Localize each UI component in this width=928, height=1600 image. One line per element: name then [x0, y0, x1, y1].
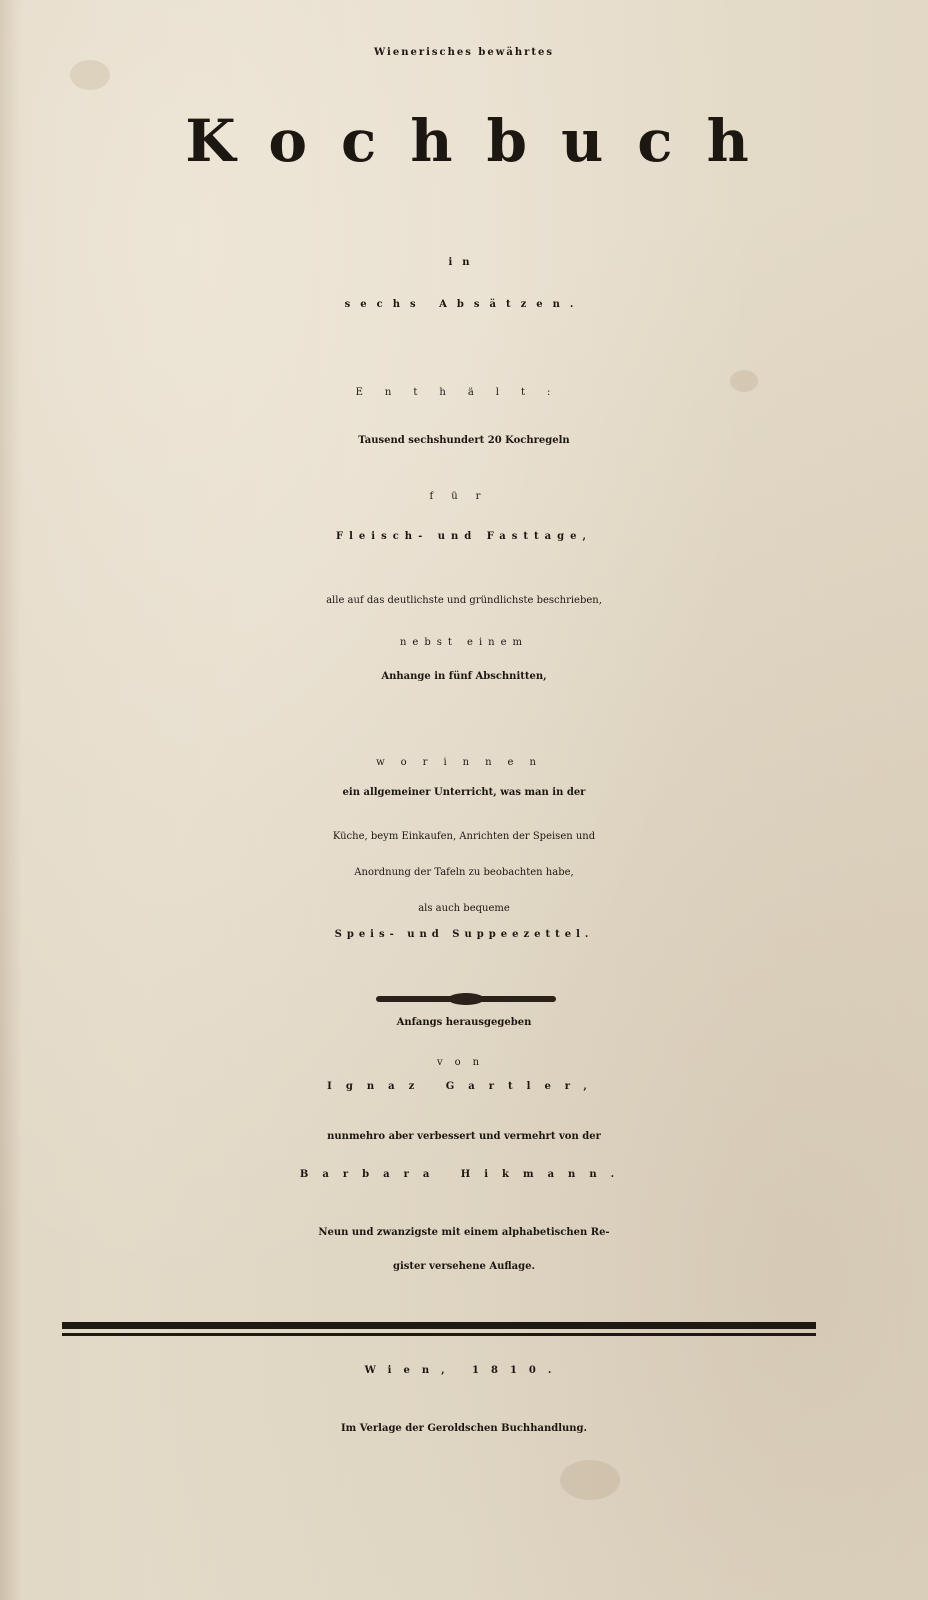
anordnung-line: Anordnung der Tafeln zu beobachten habe,	[354, 867, 574, 878]
edition-line-2: gister versehene Auflage.	[393, 1261, 535, 1272]
title-line-in: in	[448, 257, 480, 268]
author-hikmann: Barbara Hikmann.	[299, 1169, 629, 1180]
double-rule	[62, 1322, 816, 1336]
imprint-publisher: Im Verlage der Geroldschen Buchhandlung.	[340, 1423, 588, 1434]
unterricht-line: ein allgemeiner Unterricht, was man in der	[342, 787, 586, 798]
title-line-1: Wienerisches bewährtes	[374, 47, 554, 58]
paper-stain	[70, 60, 110, 90]
paper-stain	[560, 1460, 620, 1500]
author-gartler: Ignaz Gartler,	[327, 1081, 601, 1092]
nunmehro-line: nunmehro aber verbessert und vermehrt von der	[327, 1131, 601, 1142]
kuche-line: Küche, beym Einkaufen, Anrichten der Speisen und	[332, 831, 596, 842]
anhang-line: Anhange in fünf Abschnitten,	[381, 671, 547, 682]
alle-line: alle auf das deutlichste und gründlichste beschrieben,	[326, 595, 602, 606]
title-line-sechs: sechs Absätzen.	[344, 299, 584, 310]
edition-line-1: Neun und zwanzigste mit einem alphabetischen Re-	[318, 1227, 610, 1238]
recipe-count-line: Tausend sechshundert 20 Kochregeln	[358, 435, 570, 446]
herausgegeben-line: Anfangs herausgegeben	[396, 1017, 532, 1028]
nebst-line: nebst einem	[399, 637, 529, 648]
von-line: von	[436, 1057, 492, 1068]
main-title: Kochbuch	[185, 107, 783, 175]
worinnen-line: worinnen	[376, 757, 552, 768]
fur-line: für	[429, 491, 499, 502]
ornamental-rule	[376, 996, 556, 1002]
speis-line: Speis- und Suppeezettel.	[334, 929, 594, 940]
contains-line: Enthält:	[355, 387, 573, 398]
als-auch-line: als auch bequeme	[418, 903, 510, 914]
fleisch-line: Fleisch- und Fasttage,	[336, 531, 592, 542]
imprint-place-date: Wien, 1810.	[364, 1365, 564, 1376]
